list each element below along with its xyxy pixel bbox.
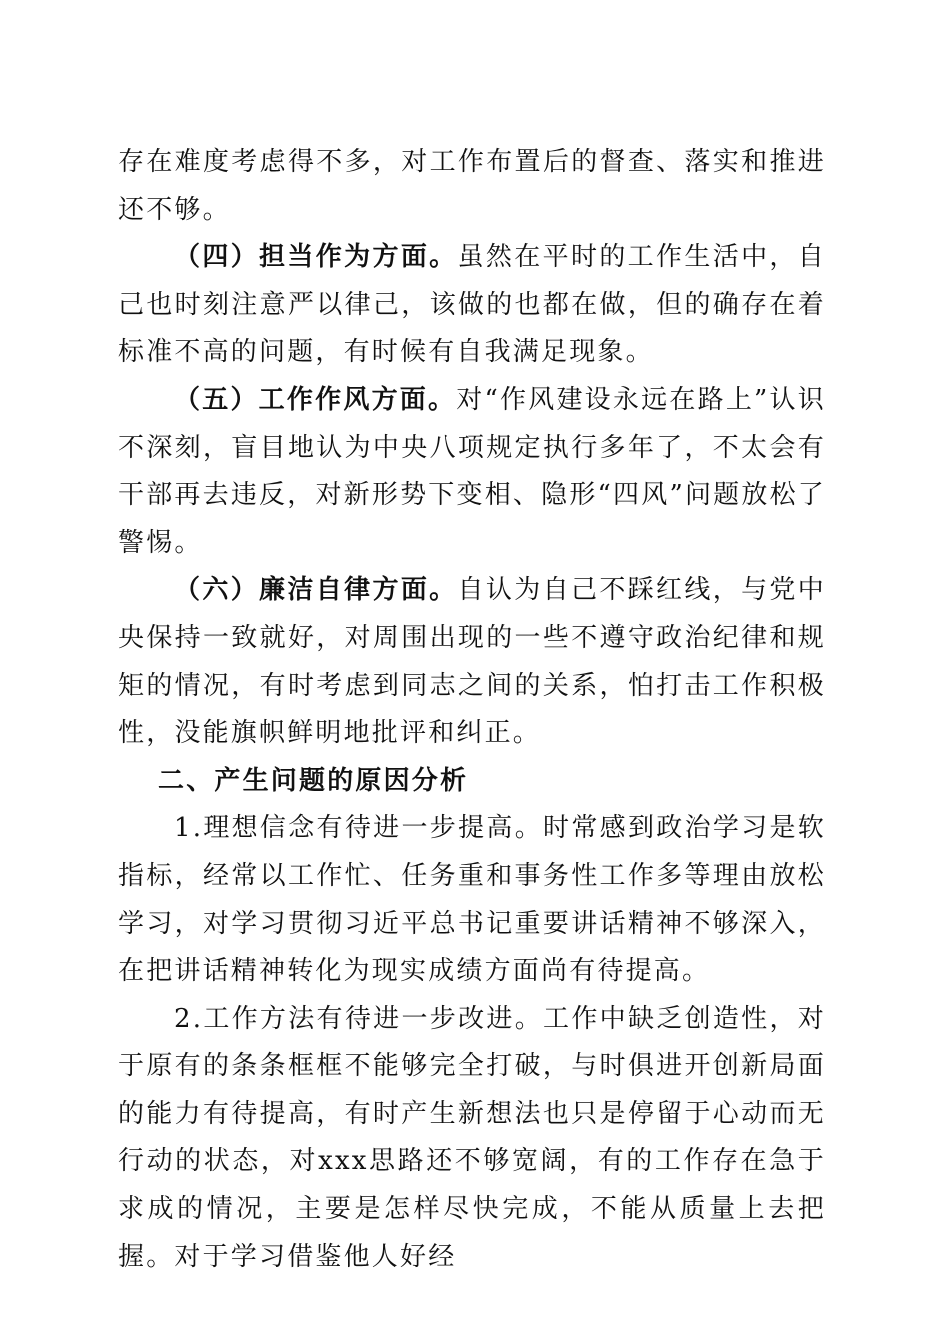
paragraph-text: 2.工作方法有待进一步改进。工作中缺乏创造性，对于原有的条条框框不能够完全打破，与时俱进开创新局面的能力有待提高，有时产生新想法也只是停留于心动而无行动的状态，对xxx思路还不够宽阔，有的工作存在急于求成的情况，主要是怎样尽快完成，不能从质量上去把握。对于学习借鉴他人好经: [118, 1003, 826, 1272]
document-body: [118, 139, 826, 1281]
paragraph-ideals: [118, 805, 826, 995]
paragraph-text: 虽然在平时的工作生活中，自己也时刻注意严以律己，该做的也都在做，但的确存在着标准不高的问题，有时候有自我满足现象。: [118, 242, 826, 368]
paragraph-work-style: [118, 377, 826, 567]
paragraph-text: 自认为自己不踩红线，与党中央保持一致就好，对周围出现的一些不遵守政治纪律和规矩的情况，有时考虑到同志之间的关系，怕打击工作积极性，没能旗帜鲜明地批评和纠正。: [118, 575, 826, 749]
paragraph-integrity: [118, 567, 826, 757]
section-heading: 二、产生问题的原因分析: [158, 765, 469, 796]
paragraph-text: 存在难度考虑得不多，对工作布置后的督查、落实和推进还不够。: [118, 147, 826, 225]
paragraph-text: 对“作风建设永远在路上”认识不深刻，盲目地认为中央八项规定执行多年了，不太会有干部再去违反，对新形势下变相、隐形“四风”问题放松了警惕。: [118, 384, 826, 558]
paragraph-lead: （四）担当作为方面。: [174, 242, 458, 273]
paragraph-lead: （六）廉洁自律方面。: [174, 575, 458, 606]
paragraph-lead: （五）工作作风方面。: [174, 384, 457, 415]
paragraph-accountability: [118, 234, 826, 377]
paragraph-continuation: [118, 139, 826, 234]
paragraph-methods: [118, 996, 826, 1282]
paragraph-text: 1.理想信念有待进一步提高。时常感到政治学习是软指标，经常以工作忙、任务重和事务性工作多等理由放松学习，对学习贯彻习近平总书记重要讲话精神不够深入，在把讲话精神转化为现实成绩方面尚有待提高。: [118, 813, 826, 987]
